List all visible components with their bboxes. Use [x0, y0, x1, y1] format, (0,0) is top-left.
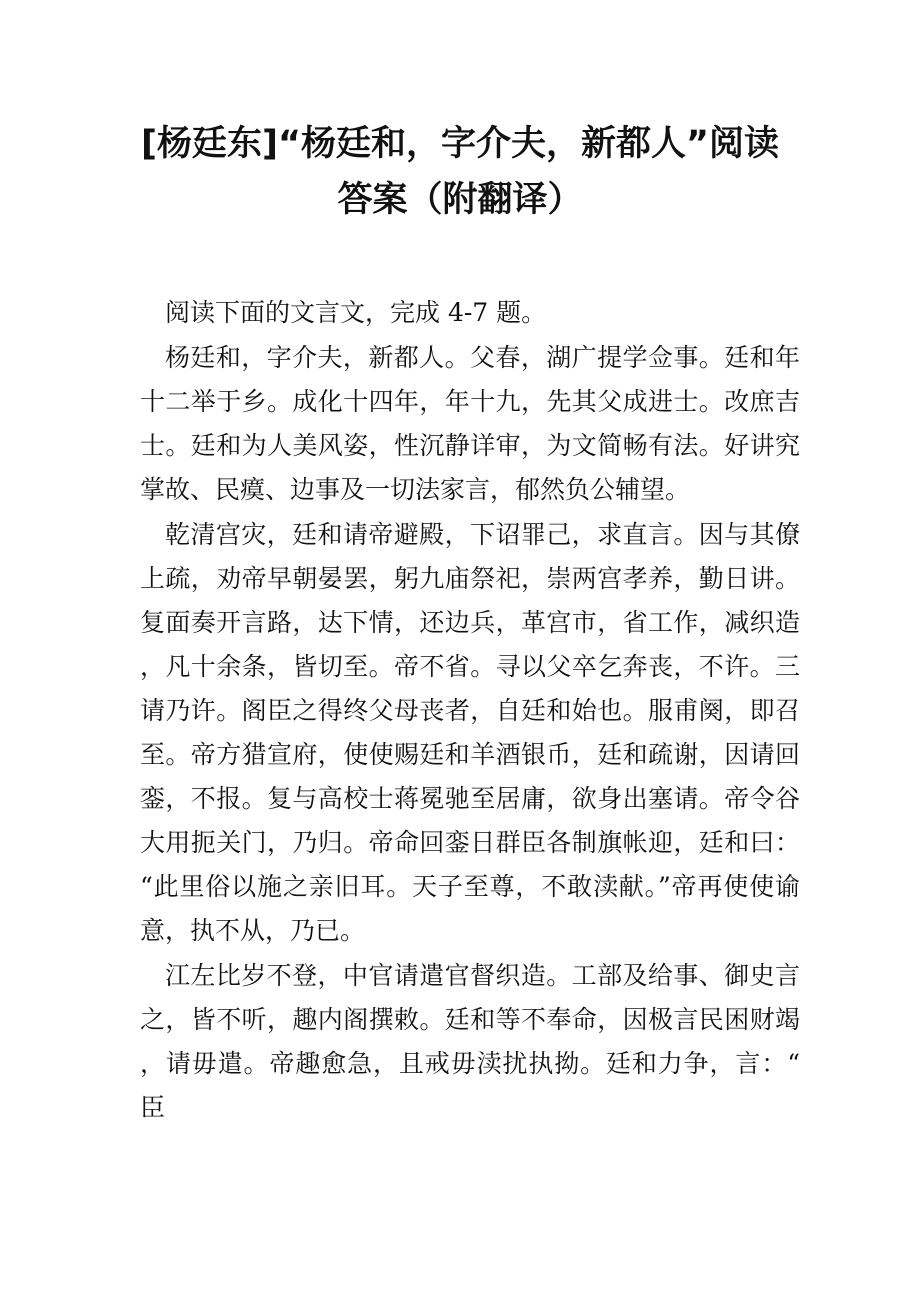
document-title-line-2: 答案（附翻译） [337, 180, 583, 220]
body-paragraph-2: 乾清宫灾，廷和请帝避殿，下诏罪己，求直言。因与其僚上疏，劝帝早朝晏罢，躬九庙祭祀，崇两宫孝养，勤日讲。复面奏开言路，达下情，还边兵，革宫市，省工作，减织造，凡十余条，皆切至。帝不省。寻以父卒乞奔丧，不许。三请乃许。阁臣之得终父母丧者，自廷和始也。服甫阕，即召至。帝方猎宣府，使使赐廷和羊酒银币，廷和疏谢，因请回銮，不报。复与高校士蒋冕驰至居庸，欲身出塞请。帝令谷大用扼关门，乃归。帝命回銮日群臣各制旗帐迎，廷和曰：“此里俗以施之亲旧耳。天子至尊，不敢渎献。”帝再使使谕意，执不从，乃已。 [140, 520, 800, 945]
body-paragraph-3: 江左比岁不登，中官请遣官督织造。工部及给事、御史言之，皆不听，趣内阁撰敕。廷和等不奉命，因极言民困财竭，请毋遣。帝趣愈急，且戒毋渎扰执拗。廷和力争，言：“臣 [140, 961, 800, 1122]
document-title-line-1: [杨廷东]“杨廷和，字介夫，新都人”阅读 [141, 124, 779, 164]
intro-paragraph: 阅读下面的文言文，完成 4-7 题。 [165, 298, 547, 327]
body-paragraph-1: 杨廷和，字介夫，新都人。父春，湖广提学佥事。廷和年十二举于乡。成化十四年，年十九，先其父成进士。改庶吉士。廷和为人美风姿，性沉静详审，为文简畅有法。好讲究掌故、民瘼、边事及一切法家言，郁然负公辅望。 [140, 343, 800, 504]
document-body [140, 291, 800, 1131]
